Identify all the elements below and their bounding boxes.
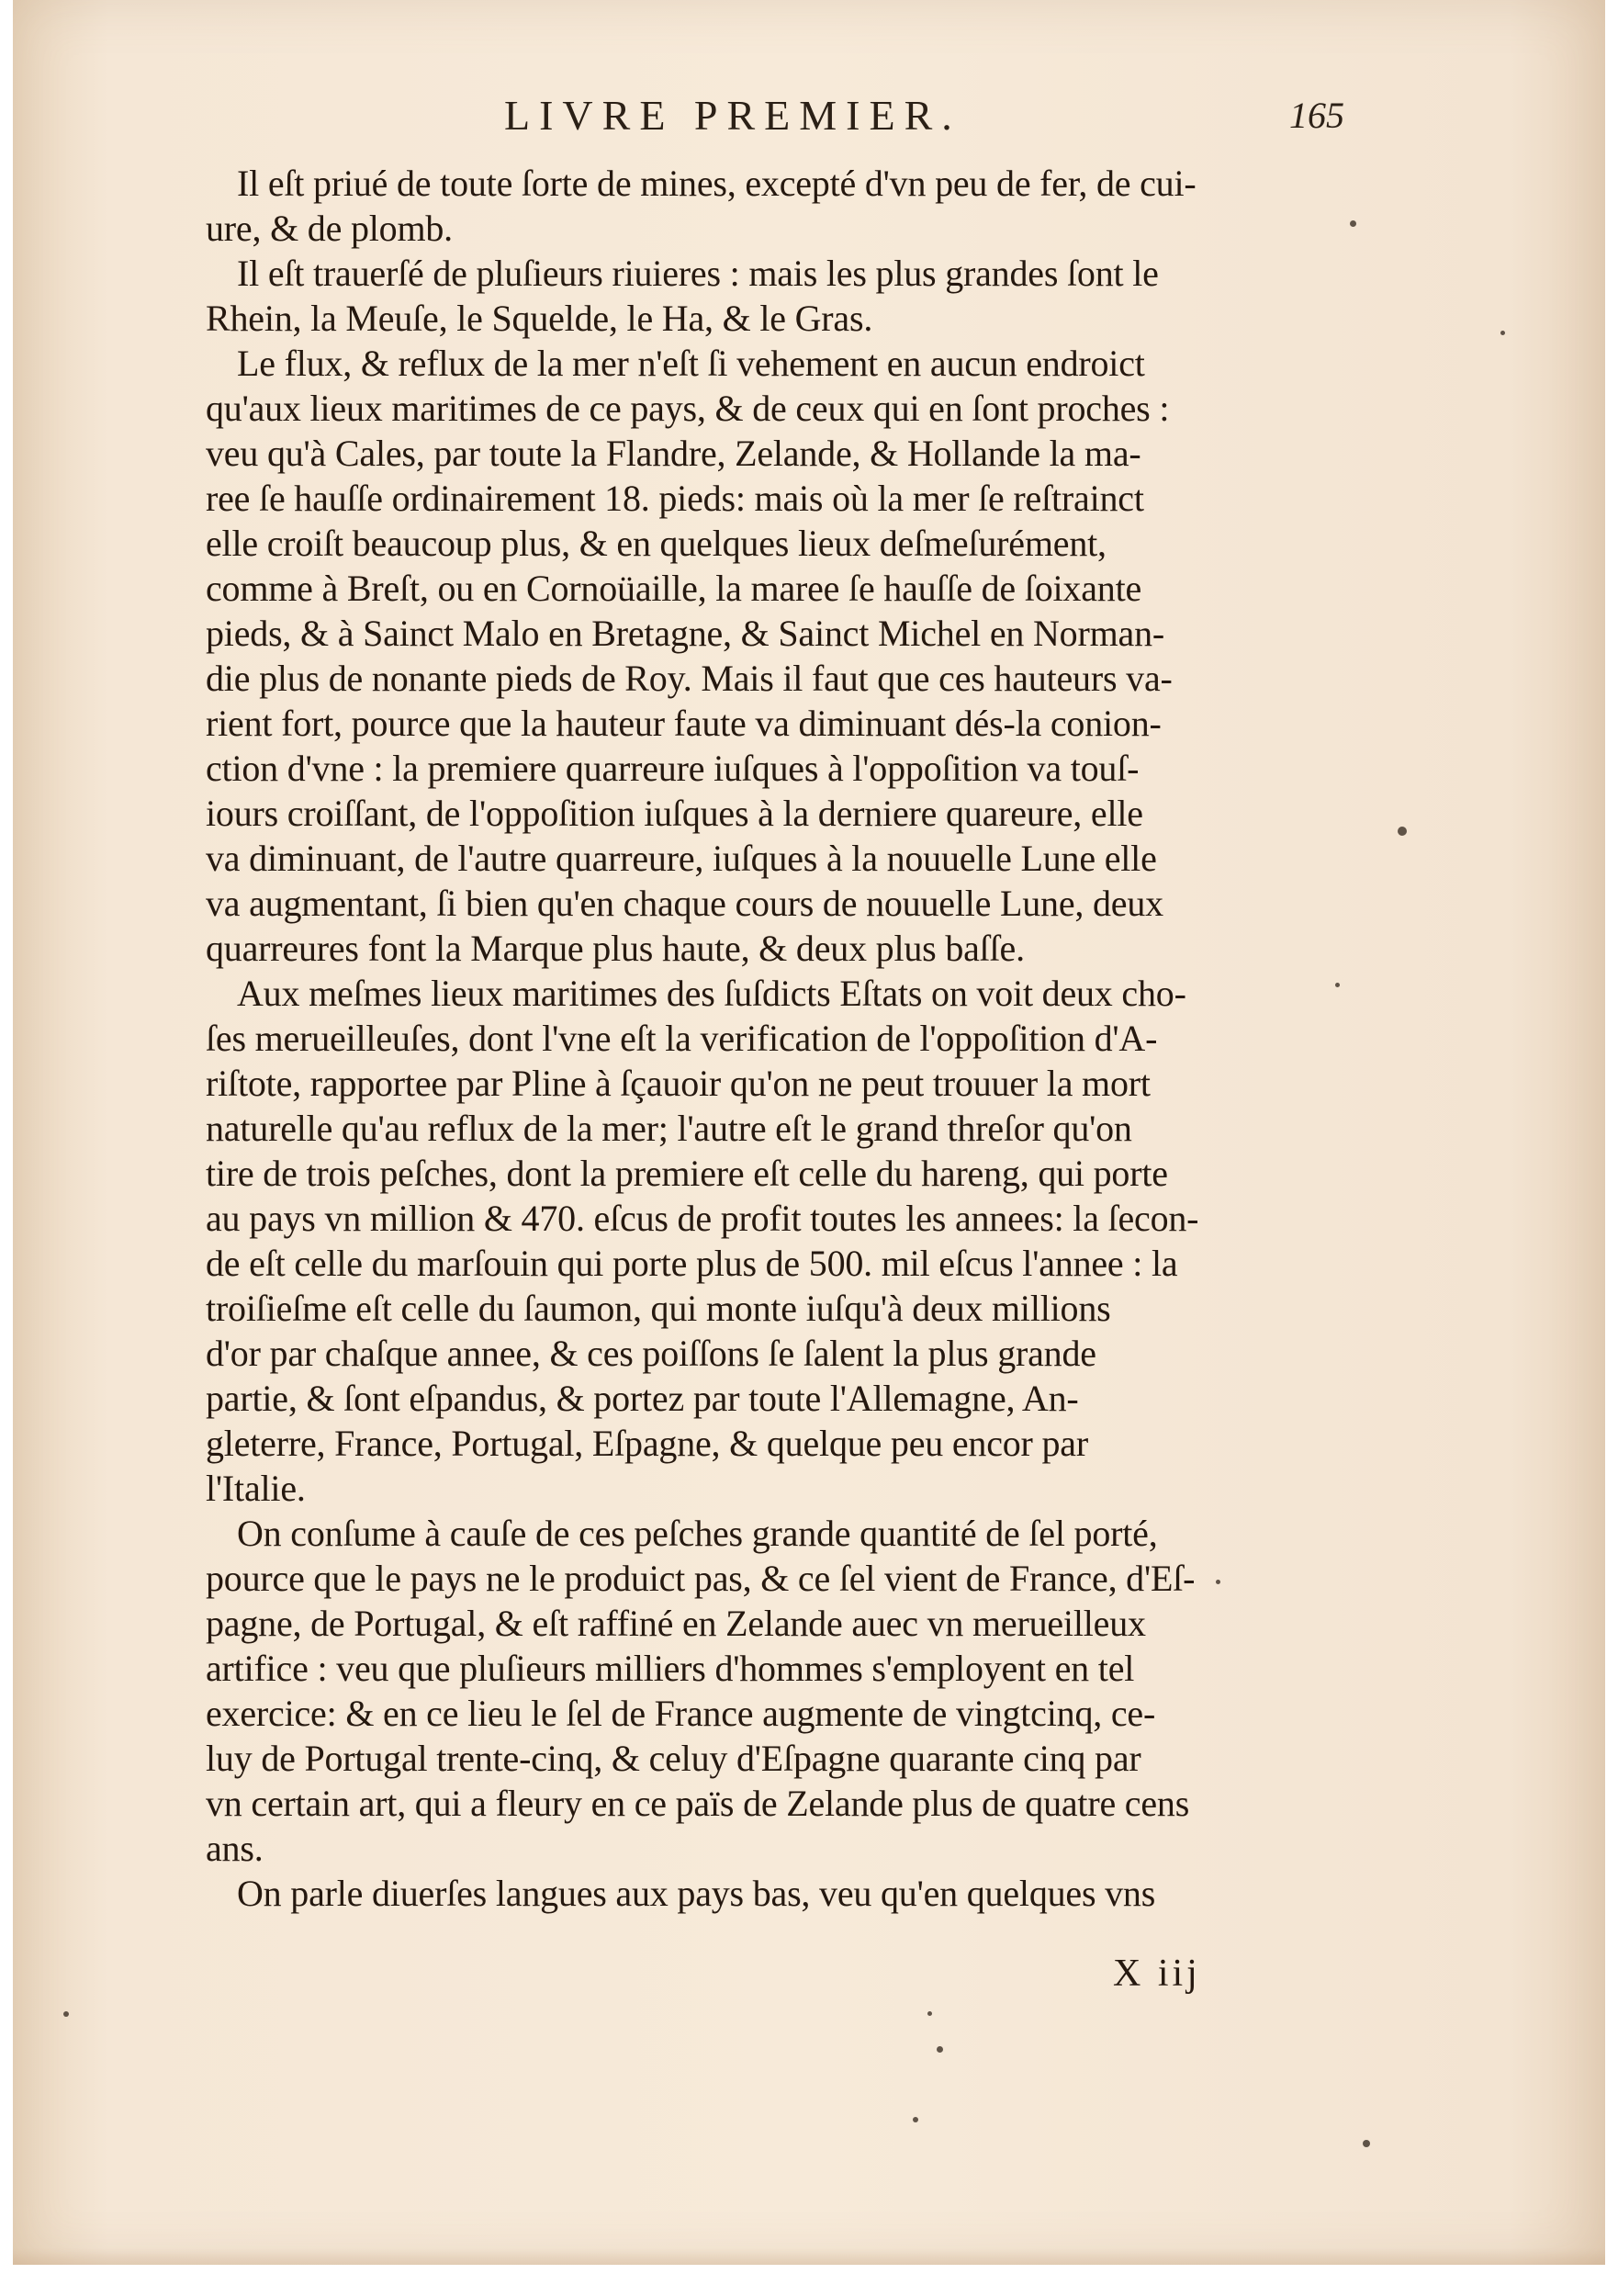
text-line: partie, & ſont eſpandus, & portez par toute l'Allemagne, An- [206,1378,1079,1419]
text-line: pieds, & à Sainct Malo en Bretagne, & Sainct Michel en Norman- [206,613,1164,654]
running-head-title: LIVRE PREMIER. [504,92,961,139]
text-line: Il eſt priué de toute ſorte de mines, excepté d'vn peu de fer, de cui- [237,163,1197,204]
ink-speck [937,2046,943,2053]
text-line: va diminuant, de l'autre quarreure, iuſques à la nouuelle Lune elle [206,838,1157,879]
text-line: ſes merueilleuſes, dont l'vne eſt la verification de l'oppoſition d'A- [206,1018,1158,1059]
ink-speck [1350,220,1356,227]
text-line: tire de trois peſches, dont la premiere eſt celle du hareng, qui porte [206,1153,1168,1194]
ink-speck [1398,827,1407,836]
book-page [13,0,1605,2265]
text-line: pagne, de Portugal, & eſt raffiné en Zelande auec vn merueilleux [206,1603,1146,1644]
ink-speck [63,2011,69,2017]
text-line: rient fort, pource que la hauteur faute va diminuant dés-la conion- [206,703,1162,744]
text-line: iours croiſſant, de l'oppoſition iuſques à la derniere quareure, elle [206,793,1143,834]
text-line: artifice : veu que pluſieurs milliers d'hommes s'employent en tel [206,1648,1135,1689]
text-line: pource que le pays ne le produict pas, & ce ſel vient de France, d'Eſ- [206,1558,1196,1599]
signature-mark: X iij [1113,1953,1201,1995]
ink-speck [1335,983,1340,987]
text-line: Aux meſmes lieux maritimes des ſuſdicts Eſtats on voit deux cho- [237,973,1186,1014]
text-line: On parle diuerſes langues aux pays bas, veu qu'en quelques vns [237,1873,1156,1914]
text-line: troiſieſme eſt celle du ſaumon, qui monte iuſqu'à deux millions [206,1288,1111,1329]
text-line: veu qu'à Cales, par toute la Flandre, Zelande, & Hollande la ma- [206,433,1141,474]
ink-speck [927,2011,932,2016]
text-line: die plus de nonante pieds de Roy. Mais il faut que ces hauteurs va- [206,658,1173,699]
running-head [13,88,1605,143]
text-line: Rhein, la Meuſe, le Squelde, le Ha, & le Gras. [206,298,873,339]
text-line: elle croiſt beaucoup plus, & en quelques lieux deſmeſurément, [206,523,1107,564]
text-line: ree ſe hauſſe ordinairement 18. pieds: mais où la mer ſe reſtrainct [206,478,1144,519]
body-text [206,161,1376,1916]
text-line: naturelle qu'au reflux de la mer; l'autre eſt le grand threſor qu'on [206,1108,1132,1149]
text-line: l'Italie. [206,1468,306,1509]
ink-speck [913,2117,918,2122]
text-line: qu'aux lieux maritimes de ce pays, & de ceux qui en ſont proches : [206,388,1170,429]
ink-speck [1500,331,1505,335]
text-line: ans. [206,1828,264,1869]
text-line: quarreures font la Marque plus haute, & deux plus baſſe. [206,928,1025,969]
text-line: gleterre, France, Portugal, Eſpagne, & quelque peu encor par [206,1423,1088,1464]
ink-speck [1216,1580,1220,1584]
text-line: exercice: & en ce lieu le ſel de France augmente de vingtcinq, ce- [206,1693,1156,1734]
text-line: riſtote, rapportee par Pline à ſçauoir qu'on ne peut trouuer la mort [206,1063,1151,1104]
text-line: On conſume à cauſe de ces peſches grande quantité de ſel porté, [237,1513,1158,1554]
page-number: 165 [1289,95,1344,136]
text-line: vn certain art, qui a fleury en ce païs de Zelande plus de quatre cens [206,1783,1190,1824]
text-line: de eſt celle du marſouin qui porte plus de 500. mil eſcus l'annee : la [206,1243,1178,1284]
text-line: ure, & de plomb. [206,208,453,249]
text-line: comme à Breſt, ou en Cornoüaille, la maree ſe hauſſe de ſoixante [206,568,1142,609]
text-line: au pays vn million & 470. eſcus de profit toutes les annees: la ſecon- [206,1198,1199,1239]
text-line: Le flux, & reflux de la mer n'eſt ſi vehement en aucun endroict [237,343,1145,384]
text-line: Il eſt trauerſé de pluſieurs riuieres : mais les plus grandes ſont le [237,253,1159,294]
text-line: ction d'vne : la premiere quarreure iuſques à l'oppoſition va touſ- [206,748,1140,789]
ink-speck [1363,2140,1370,2147]
text-line: va augmentant, ſi bien qu'en chaque cours de nouuelle Lune, deux [206,883,1163,924]
text-line: d'or par chaſque annee, & ces poiſſons ſe ſalent la plus grande [206,1333,1096,1374]
text-line: luy de Portugal trente-cinq, & celuy d'Eſpagne quarante cinq par [206,1738,1141,1779]
